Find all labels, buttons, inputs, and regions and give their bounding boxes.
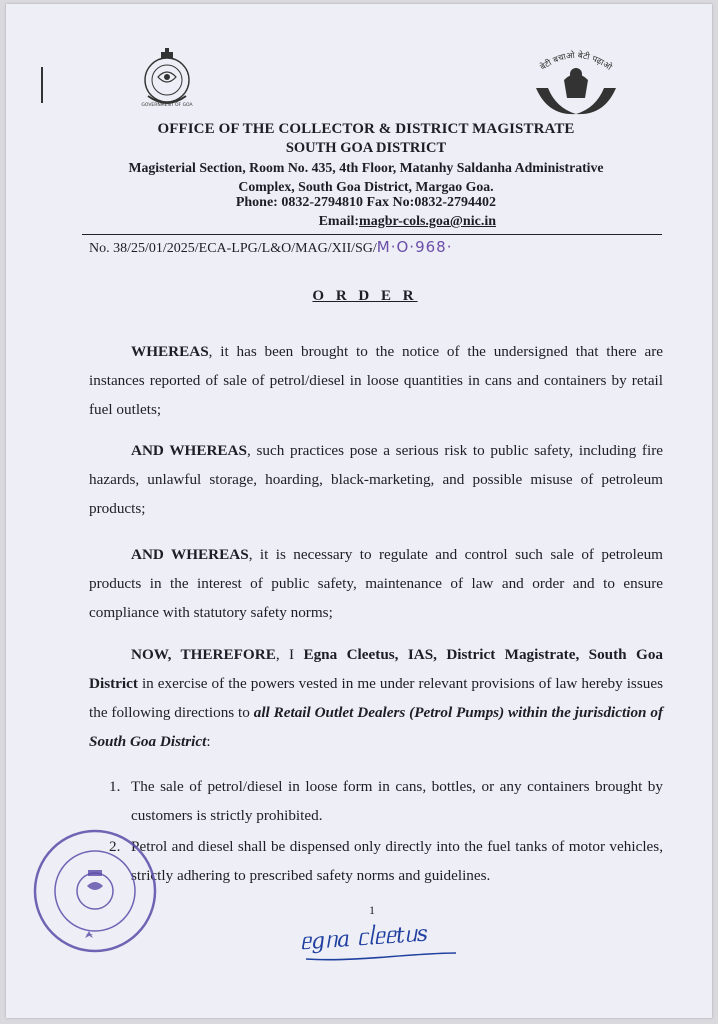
- magistrate-name: Egna Cleetus, IAS, District Magistrate, South Goa District: [89, 646, 664, 692]
- letterhead: [86, 120, 646, 196]
- document-page: [6, 4, 712, 1018]
- paragraph-2-text: , such practices pose a serious risk to public safety, including fire hazards, unlawful storage, hoarding, black-marketing, and possible misuse of petroleum products;: [89, 442, 663, 517]
- phone-fax: Phone: 0832-2794810 Fax No:0832-2794402: [235, 195, 496, 210]
- paragraph-3-lead: AND WHEREAS: [131, 546, 249, 563]
- contact-block: [236, 193, 496, 231]
- paragraph-1-lead: WHEREAS: [131, 343, 209, 360]
- district-title: SOUTH GOA DISTRICT: [285, 140, 447, 156]
- reference-number: [89, 238, 452, 257]
- paragraph-3: [89, 540, 663, 627]
- scan-edge-mark: [41, 67, 43, 103]
- emblem-left-caption: GOVERNMENT OF GOA: [141, 103, 193, 108]
- paragraph-4-mid-2: in exercise of the powers vested in me under relevant provisions of law hereby issues the following directions to: [89, 675, 663, 721]
- paragraph-2-lead: AND WHEREAS: [131, 442, 247, 459]
- beti-bachao-logo-icon: [526, 44, 626, 122]
- direction-item: [109, 772, 663, 830]
- email-line: [236, 212, 496, 231]
- header-divider: [82, 234, 662, 235]
- direction-number: 2.: [109, 838, 121, 855]
- paragraph-4-end: :: [206, 733, 211, 750]
- signature: ᥱgᥒa ᥴᥣᥱᥱtᥙs: [299, 921, 429, 956]
- handwritten-reference: M·O·968·: [376, 238, 453, 256]
- direction-text: Petrol and diesel shall be dispensed only directly into the fuel tanks of motor vehicles, strictly adhering to prescribed safety norms and guidelines.: [131, 838, 663, 884]
- directed-parties: all Retail Outlet Dealers (Petrol Pumps) within the jurisdiction of South Goa District: [89, 704, 663, 750]
- paragraph-4-mid-1: , I: [275, 646, 304, 663]
- direction-number: 1.: [109, 778, 121, 795]
- direction-text: The sale of petrol/diesel in loose form in cans, bottles, or any containers brought by customers is strictly prohibited.: [131, 778, 663, 824]
- address-line-2: Complex, South Goa District, Margao Goa.: [238, 179, 494, 194]
- reference-text: No. 38/25/01/2025/ECA-LPG/L&O/MAG/XII/SG/: [89, 241, 377, 256]
- district-magistrate-seal-icon: [30, 826, 160, 956]
- paragraph-1: [89, 337, 663, 424]
- order-title: O R D E R: [312, 288, 418, 304]
- paragraph-1-text: , it has been brought to the notice of the undersigned that there are instances reported of sale of petrol/diesel in loose quantities in cans and containers by retail fuel outlets;: [89, 343, 663, 418]
- email-link[interactable]: magbr-cols.goa@nic.in: [359, 214, 496, 229]
- email-label: Email:: [318, 214, 360, 229]
- paragraph-4-lead: NOW, THEREFORE: [131, 646, 276, 663]
- beti-bachao-caption: बेटी बचाओ बेटी पढ़ाओ: [538, 50, 614, 73]
- page-number: 1: [369, 903, 375, 917]
- address-line-1: Magisterial Section, Room No. 435, 4th Floor, Matanhy Saldanha Administrative: [128, 160, 604, 175]
- paragraph-4: [89, 640, 663, 756]
- paragraph-3-text: , it is necessary to regulate and control such sale of petroleum products in the interest of public safety, maintenance of law and order and to ensure compliance with statutory safety norms;: [89, 546, 663, 621]
- paragraph-2: [89, 436, 663, 523]
- office-title: OFFICE OF THE COLLECTOR & DISTRICT MAGISTRATE: [157, 121, 575, 137]
- direction-item: [109, 832, 663, 890]
- goa-government-emblem-icon: [132, 44, 202, 114]
